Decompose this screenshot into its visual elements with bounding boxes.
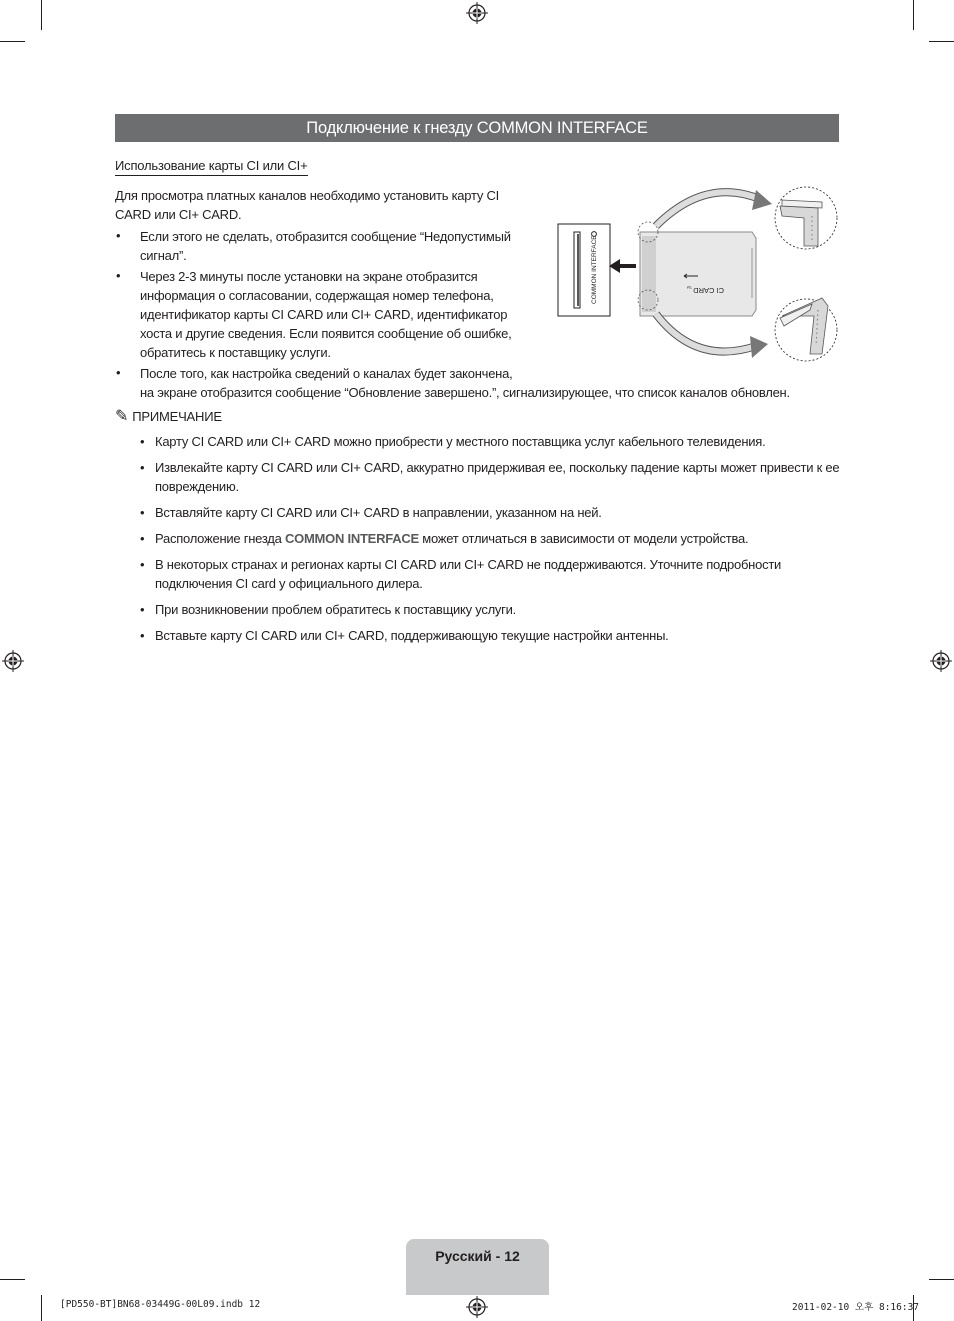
crop-mark — [0, 41, 25, 42]
intro-text: Для просмотра платных каналов необходимо установить карту CI CARD или CI+ CARD. — [115, 188, 499, 222]
page-number-tab — [406, 1239, 549, 1295]
bullet-text: Если этого не сделать, отобразится сообщение “Недопустимый сигнал”. — [140, 229, 511, 263]
card-tm: TM — [686, 285, 692, 289]
pencil-icon: ✎ — [115, 408, 129, 425]
note-list — [140, 432, 840, 652]
crop-mark — [929, 1279, 954, 1280]
card-label: CI CARD — [693, 286, 724, 295]
ci-card-insertion-diagram — [556, 186, 840, 364]
crop-mark — [913, 0, 914, 30]
registration-mark-icon — [466, 2, 488, 24]
note-heading — [115, 406, 222, 426]
page-number: Русский - 12 — [435, 1248, 520, 1264]
crop-mark — [41, 0, 42, 30]
list-item: • Карту CI CARD или CI+ CARD можно приобрести у местного поставщика услуг кабельного телевидения. — [140, 434, 766, 449]
common-interface-slot — [558, 224, 610, 316]
registration-mark-icon — [466, 1296, 488, 1318]
list-item: • Вставьте карту CI CARD или CI+ CARD, поддерживающую текущие настройки антенны. — [140, 628, 669, 643]
crop-mark — [929, 41, 954, 42]
crop-mark — [0, 1279, 25, 1280]
list-item: • Вставляйте карту CI CARD или CI+ CARD в направлении, указанном на ней. — [140, 505, 602, 520]
list-item: • В некоторых странах и регионах карты CI CARD или CI+ CARD не поддерживаются. Уточните подробности подключения CI card у официального дилера. — [140, 557, 782, 591]
bullet-text: После того, как настройка сведений о каналах будет закончена, на экране отобразится сообщение “Обновление завершено.”, сигнализирующее, что список каналов обновлен. — [140, 366, 790, 400]
list-item: • Расположение гнезда COMMON INTERFACE может отличаться в зависимости от модели устройства. — [140, 531, 749, 546]
registration-mark-icon — [930, 650, 952, 672]
slot-label: COMMON INTERFACE — [591, 235, 598, 304]
footer-timestamp: 2011-02-10 오후 8:16:37 — [792, 1302, 920, 1313]
bullet-symbol: • — [116, 365, 121, 380]
subsection-title: Использование карты CI или CI+ — [115, 158, 308, 176]
bullet-symbol: • — [116, 228, 121, 243]
footer-file-info: [PD550-BT]BN68-03449G-00L09.indb 12 — [60, 1299, 261, 1310]
list-item: • При возникновении проблем обратитесь к поставщику услуги. — [140, 602, 517, 617]
note-label: ПРИМЕЧАНИЕ — [132, 408, 222, 424]
ci-card — [640, 232, 756, 316]
crop-mark — [41, 1295, 42, 1321]
section-header — [115, 114, 839, 142]
registration-mark-icon — [2, 650, 24, 672]
section-title: Подключение к гнезду COMMON INTERFACE — [306, 118, 648, 137]
bullet-symbol: • — [116, 268, 121, 283]
list-item: • Извлекайте карту CI CARD или CI+ CARD, аккуратно придерживая ее, поскольку падение карты может привести к ее повреждению. — [140, 460, 840, 494]
insert-arrow-icon — [609, 259, 636, 273]
bullet-text: Через 2-3 минуты после установки на экране отобразится информация о согласовании, содержащая номер телефона, идентификатор карты CI CARD или CI+ CARD, идентификатор хоста и другие сведения. Если появится сообщение об ошибке, обратитесь к поставщику услуги. — [140, 269, 512, 360]
